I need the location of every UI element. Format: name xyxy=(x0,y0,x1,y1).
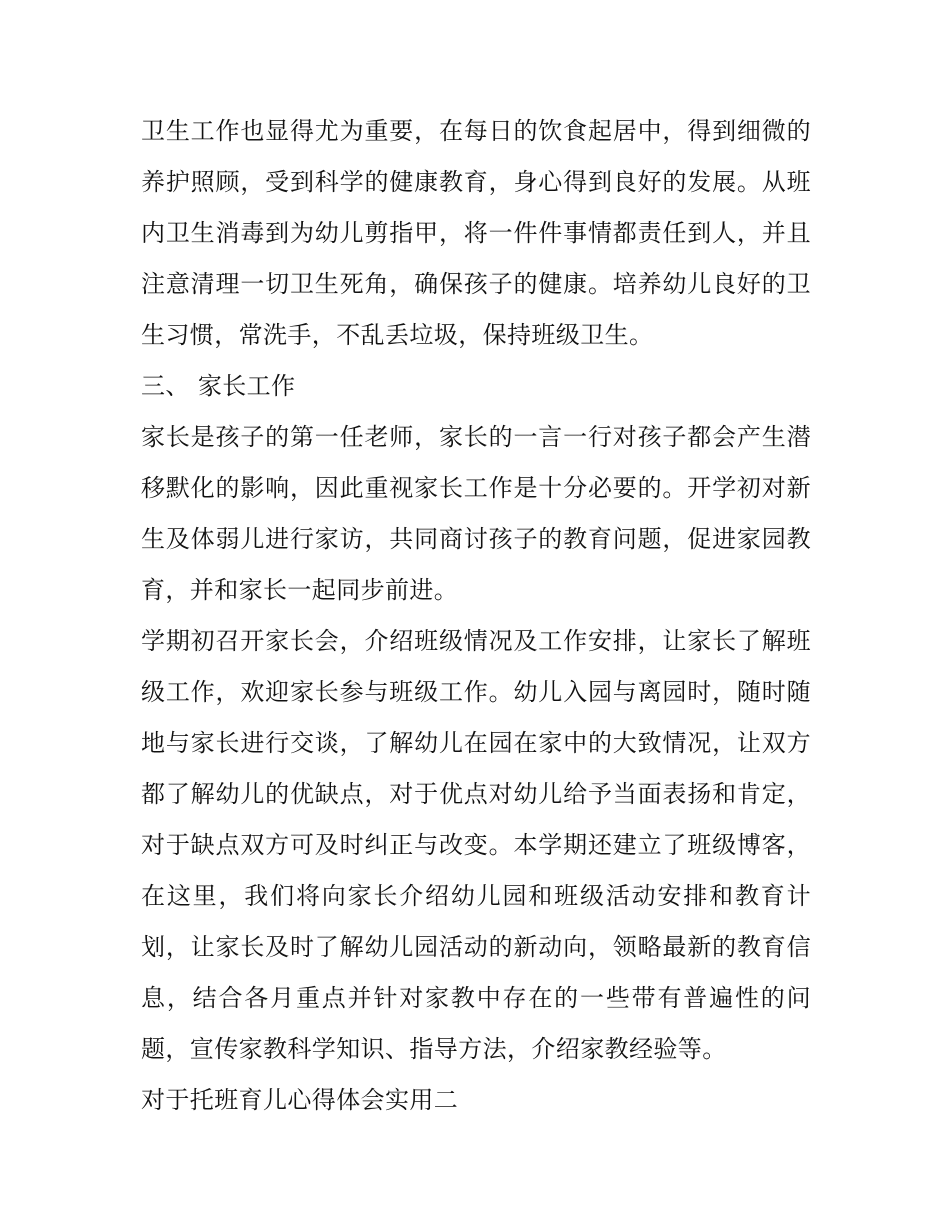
text-line: 级工作，欢迎家长参与班级工作。幼儿入园与离园时，随时随 xyxy=(141,678,811,706)
paragraph-parent-meeting xyxy=(141,616,811,1075)
text-line: 地与家长进行交谈，了解幼儿在园在家中的大致情况，让双方 xyxy=(141,729,811,757)
text-line: 卫生工作也显得尤为重要，在每日的饮食起居中，得到细微的 xyxy=(141,117,811,145)
text-line: 养护照顾，受到科学的健康教育，身心得到良好的发展。从班 xyxy=(141,168,811,196)
paragraph-next-title xyxy=(141,1075,811,1126)
section-heading: 三、 家长工作 xyxy=(141,372,296,400)
document-body xyxy=(141,106,811,1126)
text-line: 育，并和家长一起同步前进。 xyxy=(141,576,459,604)
text-line: 注意清理一切卫生死角，确保孩子的健康。培养幼儿良好的卫 xyxy=(141,270,811,298)
text-line: 内卫生消毒到为幼儿剪指甲，将一件件事情都责任到人，并且 xyxy=(141,219,811,247)
paragraph-parent-role xyxy=(141,412,811,616)
text-line: 在这里，我们将向家长介绍幼儿园和班级活动安排和教育计 xyxy=(141,882,811,910)
subtitle-line: 对于托班育儿心得体会实用二 xyxy=(141,1086,459,1114)
text-line: 对于缺点双方可及时纠正与改变。本学期还建立了班级博客， xyxy=(141,831,811,859)
text-line: 移默化的影响，因此重视家长工作是十分必要的。开学初对新 xyxy=(141,474,811,502)
text-line: 都了解幼儿的优缺点，对于优点对幼儿给予当面表扬和肯定， xyxy=(141,780,811,808)
section-heading-parent-work xyxy=(141,361,811,412)
text-line: 生习惯，常洗手，不乱丢垃圾，保持班级卫生。 xyxy=(141,321,654,349)
text-line: 生及体弱儿进行家访，共同商讨孩子的教育问题，促进家园教 xyxy=(141,525,811,553)
text-line: 家长是孩子的第一任老师，家长的一言一行对孩子都会产生潜 xyxy=(141,423,811,451)
text-line: 划，让家长及时了解幼儿园活动的新动向，领略最新的教育信 xyxy=(141,933,811,961)
paragraph-hygiene xyxy=(141,106,811,361)
text-line: 学期初召开家长会，介绍班级情况及工作安排，让家长了解班 xyxy=(141,627,811,655)
text-line: 题，宣传家教科学知识、指导方法，介绍家教经验等。 xyxy=(141,1035,727,1063)
text-line: 息，结合各月重点并针对家教中存在的一些带有普遍性的问 xyxy=(141,984,811,1012)
